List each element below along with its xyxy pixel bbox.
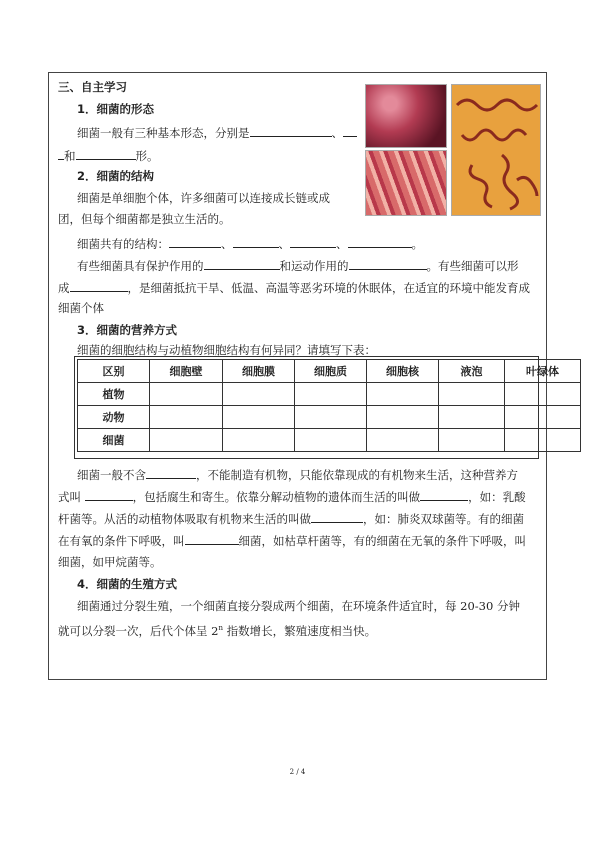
s4-text: 就可以分裂一次，后代个体呈 2 [58,623,219,638]
table-header: 细胞核 [367,360,439,383]
s2-text: 。有些细菌可以形 [426,259,519,273]
blank-field[interactable] [70,279,128,292]
s3-para-3 [58,510,524,527]
s3-para-2 [58,488,526,505]
s2-text: 有些细菌具有保护作用的 [77,259,204,273]
separator: 、 [331,126,343,140]
table-cell[interactable] [150,383,223,406]
s2-prot-line-3: 细菌个体 [58,301,104,315]
table-cell[interactable] [223,429,295,452]
table-cell[interactable] [223,383,295,406]
s3-para-5: 细菌，如甲烷菌等。 [58,555,162,569]
blank-field[interactable] [204,257,280,270]
table-cell[interactable] [367,406,439,429]
blank-field[interactable] [169,235,221,248]
table-header: 液泡 [439,360,505,383]
bacteria-images [365,84,541,216]
s1-text: 形。 [135,149,159,163]
blank-field[interactable] [76,147,136,160]
table-cell[interactable] [295,406,367,429]
s3-text: 杆菌等。从活的动植物体吸取有机物来生活的叫做 [58,512,311,526]
blank-field[interactable] [349,257,427,270]
s2-text: ，是细菌抵抗干旱、低温、高温等恶劣环境的休眠体，在适宜的环境中能发育成 [127,281,530,295]
table-header: 细胞质 [295,360,367,383]
s2-prot-line [77,257,519,274]
table-cell[interactable] [439,383,505,406]
table-cell[interactable] [150,429,223,452]
s2-title: 2．细菌的结构 [77,169,155,183]
s2-struct-line [77,235,423,252]
table-cell[interactable] [150,406,223,429]
table-cell[interactable] [367,429,439,452]
row-label: 动物 [78,406,150,429]
s3-text: 细菌一般不含 [77,468,146,482]
s2-text: 和运动作用的 [279,259,349,273]
table-cell[interactable] [439,429,505,452]
s3-text: 在有氧的条件下呼吸，叫 [58,534,185,548]
s3-para-4 [58,532,526,549]
s2-para-1: 细菌是单细胞个体，许多细菌可以连接成长链或成 [77,191,330,205]
separator: 、 [221,237,233,251]
blank-field[interactable] [348,235,412,248]
blank-field[interactable] [185,532,239,545]
table-header: 区别 [78,360,150,383]
blank-field[interactable] [85,488,133,501]
table-cell[interactable] [505,406,581,429]
blank-field[interactable] [343,124,357,137]
s3-text: ，不能制造有机物，只能依靠现成的有机物来生活，这种营养方 [196,468,518,482]
section-heading: 三、自主学习 [58,80,127,94]
s2-text: 细菌共有的结构： [77,237,169,251]
blank-field[interactable] [290,235,336,248]
table-cell[interactable] [223,406,295,429]
row-label: 细菌 [78,429,150,452]
s1-text: 和 [64,149,76,163]
s3-text: 式叫 [58,490,85,504]
s3-title: 3．细菌的营养方式 [77,323,178,337]
s4-title: 4．细菌的生殖方式 [77,577,178,591]
exponent: n [218,624,223,632]
table-cell[interactable] [367,383,439,406]
s1-title: 1．细菌的形态 [77,102,155,116]
s1-line-2 [58,147,159,164]
s4-text: 指数增长，繁殖速度相当快。 [223,623,377,638]
s4-para-2 [58,620,376,639]
table-row [78,383,581,406]
s2-prot-line-2 [58,279,530,296]
s3-text: ，如：乳酸 [468,490,526,504]
separator: 。 [411,237,423,251]
coccus-image [365,84,447,148]
blank-field[interactable] [233,235,279,248]
page-number: 2 / 4 [289,768,306,776]
table-cell[interactable] [295,429,367,452]
table-cell[interactable] [439,406,505,429]
table-cell[interactable] [295,383,367,406]
blank-field[interactable] [250,124,332,137]
bacillus-image [365,150,447,216]
table-row [78,429,581,452]
s2-text: 成 [58,281,70,295]
s3-text: ，包括腐生和寄生。依靠分解动植物的遗体而生活的叫做 [132,490,421,504]
table-header: 叶绿体 [505,360,581,383]
comparison-table [77,359,581,452]
table-cell[interactable] [505,429,581,452]
blank-field[interactable] [420,488,468,501]
spirillum-image [451,84,541,216]
s1-text: 细菌一般有三种基本形态，分别是 [77,126,250,140]
table-row [78,406,581,429]
s2-para-2: 团，但每个细菌都是独立生活的。 [58,212,231,226]
separator: 、 [278,237,290,251]
table-cell[interactable] [505,383,581,406]
s3-text: 细菌，如枯草杆菌等，有的细菌在无氧的条件下呼吸，叫 [238,534,526,548]
s3-text: ，如：肺炎双球菌等。有的细菌 [363,512,524,526]
spirillum-drawing [452,85,541,216]
separator: 、 [336,237,348,251]
s1-line [77,124,357,141]
s4-para-1: 细菌通过分裂生殖，一个细菌直接分裂成两个细菌，在环境条件适宜时，每 20-30 分钟 [77,599,520,613]
table-header: 细胞膜 [223,360,295,383]
blank-field[interactable] [146,466,196,479]
s3-intro: 细菌的细胞结构与动植物细胞结构有何异同？请填写下表： [77,343,376,357]
s3-para-1 [77,466,518,483]
row-label: 植物 [78,383,150,406]
table-header-row [78,360,581,383]
blank-field[interactable] [311,510,363,523]
table-header: 细胞壁 [150,360,223,383]
